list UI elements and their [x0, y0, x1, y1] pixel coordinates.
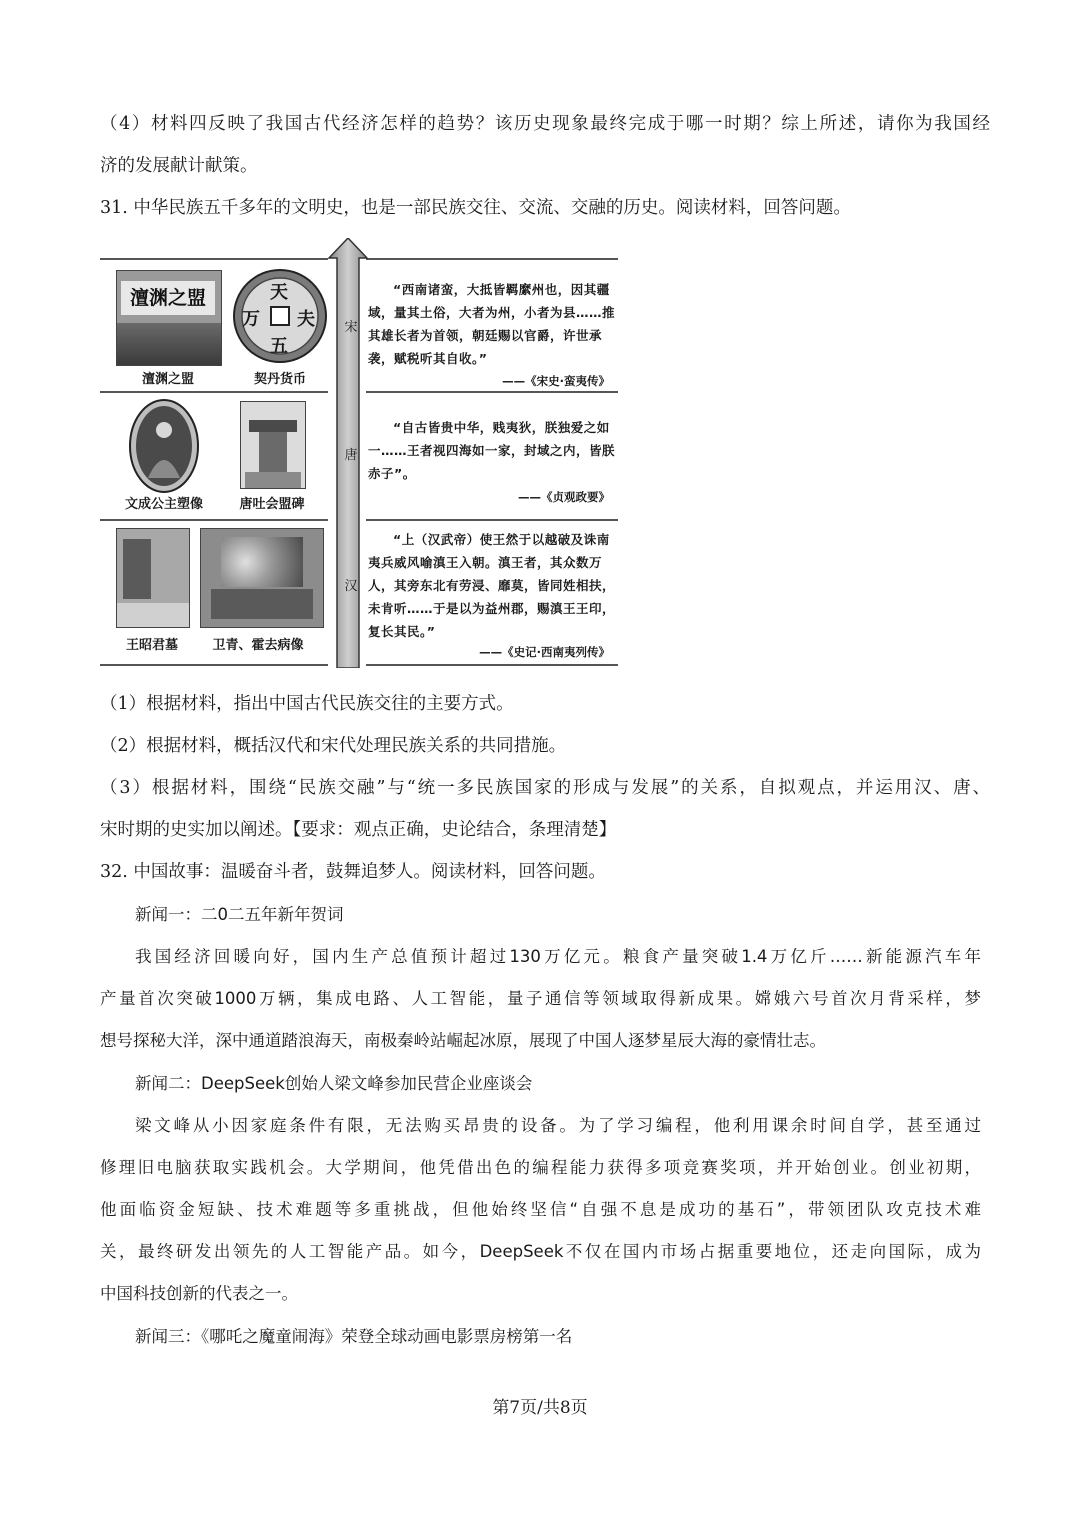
- stele-body: [259, 432, 287, 472]
- news3-title: 新闻三：《哪吒之魔童闹海》荣登全球动画电影票房榜第一名: [135, 1327, 573, 1346]
- stele-base: [245, 472, 301, 488]
- caption-weiqing: 卫青、霍去病像: [212, 638, 304, 653]
- frame-divider-2-right: [366, 519, 618, 521]
- quote-tang: “自古皆贵中华，贱夷狄，朕独爱之如一……王者视四海如一家，封域之内，皆朕赤子”。: [368, 420, 616, 481]
- photo-zhaojun-tomb: [116, 528, 190, 628]
- news2-line3: 他面临资金短缺、技术难题等多重挑战，但他始终坚信“自强不息是成功的基石”，带领团队攻克技术难: [100, 1200, 981, 1219]
- news1-line2: 产量首次突破1000万辆，集成电路、人工智能，量子通信等领域取得新成果。嫦娥六号首次月背采样，梦: [100, 989, 981, 1008]
- frame-top-right: [366, 258, 618, 260]
- tomb-gate: [123, 539, 151, 599]
- coin-char-top: 天: [270, 282, 288, 303]
- statue-base: [211, 589, 313, 619]
- frame-top-left: [100, 258, 328, 260]
- frame-divider-2-left: [100, 519, 328, 521]
- news2-line1: 梁文峰从小因家庭条件有限，无法购买昂贵的设备。为了学习编程，他利用课余时间自学，甚至通过: [135, 1116, 981, 1135]
- quote-song: “西南诸蛮，大抵皆羁縻州也，因其疆域，量其土俗，大者为州，小者为县……推其雄长者为首领，朝廷赐以官爵，许世承袭，赋税听其自收。”: [368, 282, 616, 366]
- q30-4-line2: 济的发展献计献策。: [100, 156, 258, 176]
- photo-tangbo-stele: [240, 401, 306, 489]
- caption-chanyuan: 澶渊之盟: [141, 372, 194, 387]
- caption-wencheng: 文成公主塑像: [124, 497, 203, 512]
- era-han: 汉: [344, 579, 358, 594]
- page-footer: 第7页/共8页: [492, 1398, 588, 1418]
- tomb-ground: [117, 603, 189, 627]
- quote-tang-source: ——《贞观政要》: [518, 490, 610, 504]
- quote-han: “上（汉武帝）使王然于以越破及诛南夷兵威风喻滇王入朝。滇王者，其众数万人，其旁东北有劳浸、靡莫，皆同姓相扶，未肯听……于是以为益州郡，赐滇王王印，复长其民。”: [368, 532, 616, 639]
- photo-wencheng: [128, 398, 200, 494]
- photo-chanyuan: [116, 270, 222, 366]
- photo-weiqing-huoqubing: [200, 528, 324, 628]
- news1-line1: 我国经济回暖向好，国内生产总值预计超过130万亿元。粮食产量突破1.4万亿斤……新能源汽车年: [135, 947, 981, 966]
- news2-line2: 修理旧电脑获取实践机会。大学期间，他凭借出色的编程能力获得多项竞赛奖项，并开始创业。创业初期，: [100, 1158, 981, 1177]
- news2-line5: 中国科技创新的代表之一。: [100, 1284, 298, 1303]
- caption-qidan-coin: 契丹货币: [253, 372, 306, 387]
- frame-bottom-right: [366, 664, 618, 666]
- q32-intro: 32. 中国故事：温暖奋斗者，鼓舞追梦人。阅读材料，回答问题。: [100, 862, 606, 882]
- news1-title: 新闻一：二0二五年新年贺词: [135, 905, 344, 924]
- era-tang: 唐: [344, 448, 358, 463]
- frame-divider-1-right: [366, 391, 618, 393]
- news2-line4: 关，最终研发出领先的人工智能产品。如今，DeepSeek不仅在国内市场占据重要地位，还走向国际，成为: [100, 1242, 981, 1261]
- coin-char-bottom: 五: [270, 336, 288, 357]
- era-song: 宋: [344, 320, 358, 335]
- frame-divider-1-left: [100, 391, 328, 393]
- stele-cap: [249, 420, 297, 432]
- news2-title: 新闻二：DeepSeek创始人梁文峰参加民营企业座谈会: [135, 1074, 533, 1093]
- news1-line3: 想号探秘大洋，深中通道踏浪海天，南极秦岭站崛起冰原，展现了中国人逐梦星辰大海的豪情壮志。: [100, 1031, 826, 1050]
- quote-han-source: ——《史记·西南夷列传》: [479, 645, 610, 659]
- caption-tangbo: 唐吐会盟碑: [239, 497, 305, 512]
- q31-sub2: （2）根据材料，概括汉代和宋代处理民族关系的共同措施。: [100, 736, 567, 756]
- chanyuan-figures: [117, 323, 221, 365]
- quote-song-source: ——《宋史·蛮夷传》: [502, 374, 610, 388]
- chanyuan-plaque: 澶渊之盟: [121, 281, 215, 315]
- caption-zhaojun: 王昭君墓: [125, 638, 178, 653]
- q31-intro: 31. 中华民族五千多年的文明史，也是一部民族交往、交流、交融的历史。阅读材料，回答问题。: [100, 198, 851, 218]
- coin-char-right: 夫: [297, 309, 315, 330]
- material-figure: [100, 238, 618, 668]
- q31-sub3-line1: （3）根据材料，围绕“民族交融”与“统一多民族国家的形成与发展”的关系，自拟观点，并运用汉、唐、: [100, 778, 990, 798]
- q30-4-line1: （4）材料四反映了我国古代经济怎样的趋势？该历史现象最终完成于哪一时期？综上所述，请你为我国经: [100, 114, 990, 134]
- coin-char-left: 万: [242, 309, 260, 330]
- statue-heads: [221, 537, 303, 587]
- frame-bottom-left: [100, 664, 328, 666]
- q31-sub3-line2: 宋时期的史实加以阐述。【要求：观点正确，史论结合，条理清楚】: [100, 820, 617, 840]
- q31-sub1: （1）根据材料，指出中国古代民族交往的主要方式。: [100, 694, 514, 714]
